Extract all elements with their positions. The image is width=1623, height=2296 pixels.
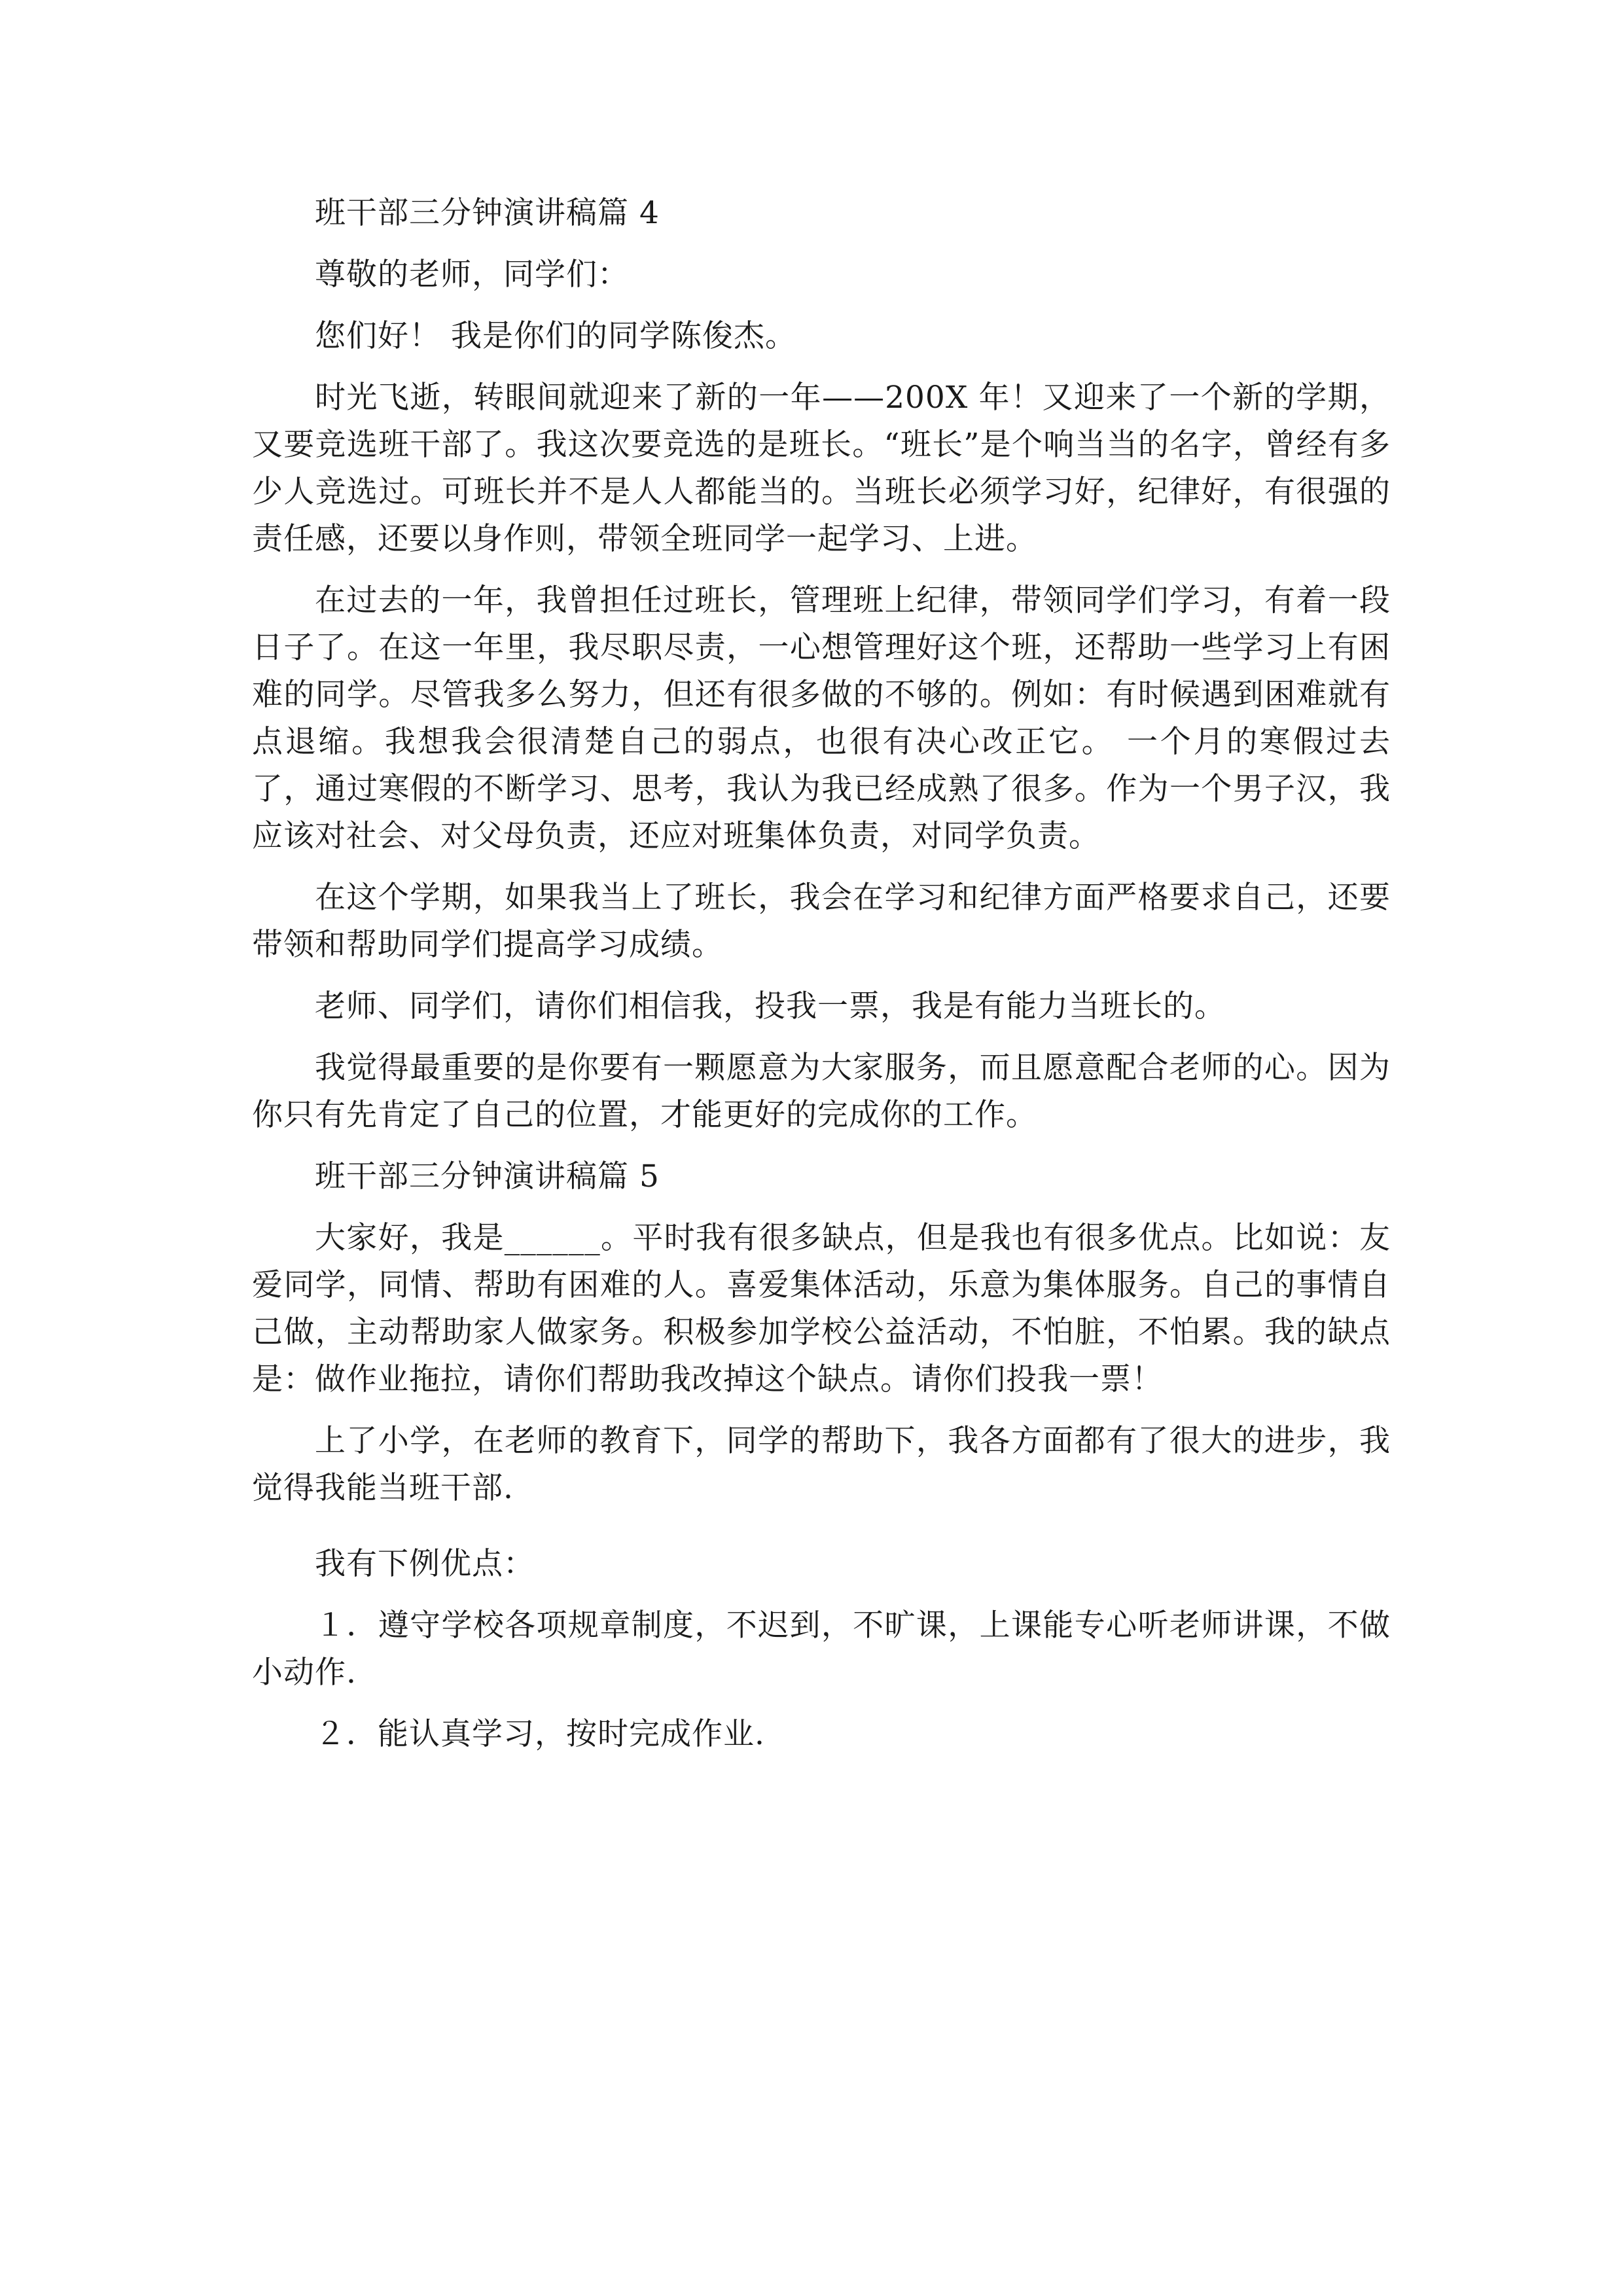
paragraph: 在这个学期，如果我当上了班长，我会在学习和纪律方面严格要求自己，还要带领和帮助同学们提高学习成绩。 bbox=[252, 880, 1391, 963]
intro-line: 您们好！ 我是你们的同学陈俊杰。 bbox=[315, 318, 796, 354]
section-4-title: 班干部三分钟演讲稿篇 4 bbox=[315, 195, 660, 231]
paragraph: 上了小学，在老师的教育下，同学的帮助下，我各方面都有了很大的进步，我觉得我能当班干部. bbox=[252, 1423, 1391, 1506]
list-item: ２．能认真学习，按时完成作业. bbox=[315, 1716, 765, 1752]
list-item: １．遵守学校各项规章制度，不迟到，不旷课，上课能专心听老师讲课，不做小动作. bbox=[252, 1607, 1391, 1691]
paragraph: 在过去的一年，我曾担任过班长，管理班上纪律，带领同学们学习，有着一段日子了。在这一年里，我尽职尽责，一心想管理好这个班，还帮助一些学习上有困难的同学。尽管我多么努力，但还有很多做的不够的。例如：有时候遇到困难就有点退缩。我想我会很清楚自己的弱点，也很有决心改正它。 一个月的寒假过去了，通过寒假的不断学习、思考，我认为我已经成熟了很多。作为一个男子汉，我应该对社会、对父母负责，还应对班集体负责，对同学负责。 bbox=[252, 583, 1391, 854]
section-5-title: 班干部三分钟演讲稿篇 5 bbox=[315, 1158, 660, 1194]
paragraph: 我觉得最重要的是你要有一颗愿意为大家服务，而且愿意配合老师的心。因为你只有先肯定了自己的位置，才能更好的完成你的工作。 bbox=[252, 1050, 1391, 1133]
list-intro: 我有下例优点： bbox=[315, 1546, 535, 1582]
paragraph: 大家好，我是______。平时我有很多缺点，但是我也有很多优点。比如说：友爱同学，同情、帮助有困难的人。喜爱集体活动，乐意为集体服务。自己的事情自己做，主动帮助家人做家务。积极参加学校公益活动，不怕脏，不怕累。我的缺点是：做作业拖拉，请你们帮助我改掉这个缺点。请你们投我一票！ bbox=[252, 1220, 1391, 1397]
paragraph: 老师、同学们，请你们相信我，投我一票，我是有能力当班长的。 bbox=[315, 988, 1226, 1024]
greeting: 尊敬的老师，同学们： bbox=[315, 257, 629, 293]
paragraph: 时光飞逝，转眼间就迎来了新的一年——200X 年！又迎来了一个新的学期，又要竞选班干部了。我这次要竞选的是班长。“班长”是个响当当的名字，曾经有多少人竞选过。可班长并不是人人都能当的。当班长必须学习好，纪律好，有很强的责任感，还要以身作则，带领全班同学一起学习、上进。 bbox=[252, 380, 1391, 557]
document-body bbox=[252, 190, 1391, 1772]
